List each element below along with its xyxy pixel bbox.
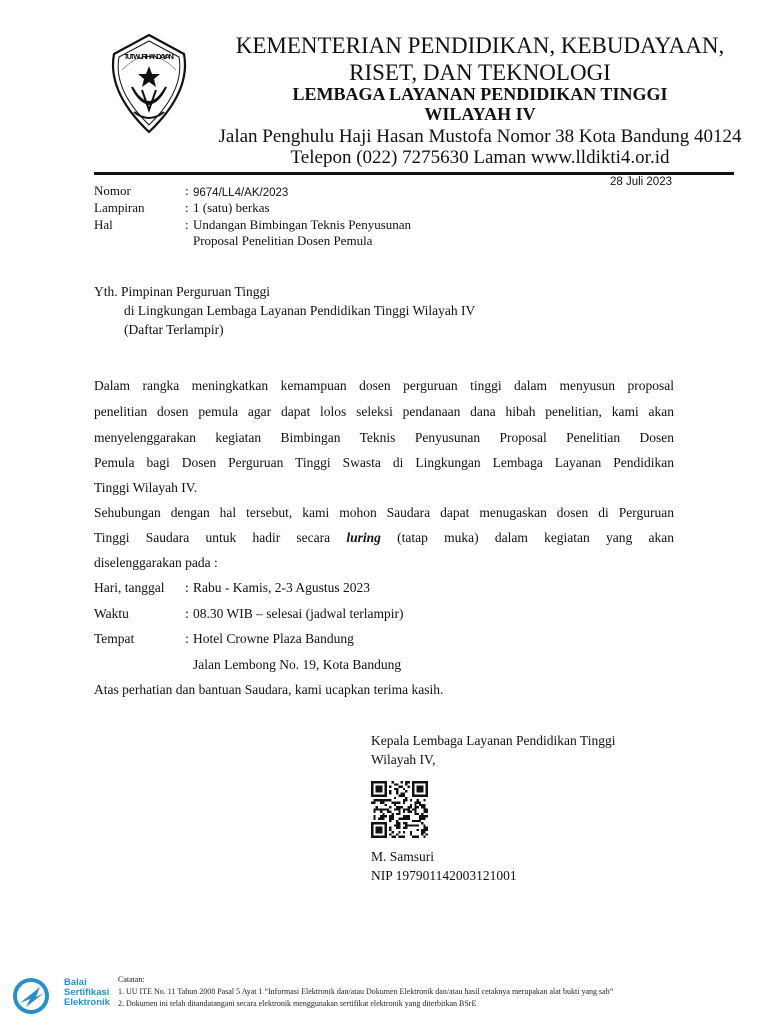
body-paragraph2-line2-start: Tinggi Saudara untuk hadir secara — [94, 530, 347, 545]
lampiran-colon: : — [185, 200, 189, 215]
signatory-title-line1: Kepala Lembaga Layanan Pendidikan Tinggi — [371, 733, 616, 748]
letterhead-divider — [94, 172, 734, 175]
agency-contact: Telepon (022) 7275630 Laman www.lldikti4.or.id — [290, 147, 670, 168]
letter-date: 28 Juli 2023 — [609, 176, 672, 188]
bsre-text-line1: Balai — [64, 977, 87, 988]
bsre-logo — [10, 975, 110, 1015]
body-paragraph2-line3: diselenggarakan pada : — [94, 555, 218, 570]
recipient-line3: (Daftar Terlampir) — [124, 322, 224, 337]
signature-qr-code — [371, 781, 428, 838]
recipient-line1: Yth. Pimpinan Perguruan Tinggi — [94, 284, 271, 299]
hari-tanggal-colon: : — [185, 580, 189, 595]
footer-note-heading: Catatan: — [118, 975, 145, 984]
waktu-label: Waktu — [94, 606, 129, 621]
hal-value-line1: Undangan Bimbingan Teknis Penyusunan — [193, 217, 412, 232]
body-paragraph1-line4: Pemula bagi Dosen Perguruan Tinggi Swasta di Lingkungan Lembaga Layanan Pendidikan — [94, 455, 674, 470]
lampiran-value: 1 (satu) berkas — [193, 200, 270, 215]
body-paragraph2-line2-end: (tatap muka) dalam kegiatan yang akan — [380, 530, 674, 545]
hari-tanggal-label: Hari, tanggal — [94, 580, 165, 595]
body-paragraph1-line5: Tinggi Wilayah IV. — [94, 480, 198, 495]
hal-colon: : — [185, 217, 189, 232]
footer-note-2: 2. Dokumen ini telah ditandatangani secara elektronik menggunakan sertifikat elektronik yang diterbitkan BSrE — [118, 999, 477, 1008]
body-paragraph1-line1: Dalam rangka meningkatkan kemampuan dosen perguruan tinggi dalam menyusun proposal — [94, 378, 674, 393]
hari-tanggal-value: Rabu - Kamis, 2-3 Agustus 2023 — [193, 580, 370, 595]
tempat-value-line1: Hotel Crowne Plaza Bandung — [193, 631, 354, 646]
recipient-line2: di Lingkungan Lembaga Layanan Pendidikan Tinggi Wilayah IV — [124, 303, 476, 318]
agency-name-line2: WILAYAH IV — [424, 104, 536, 124]
nomor-colon: : — [185, 183, 189, 198]
ministry-name-line1: KEMENTERIAN PENDIDIKAN, KEBUDAYAAN, — [235, 33, 725, 58]
waktu-colon: : — [185, 606, 189, 621]
tut-wuri-handayani-logo — [104, 32, 194, 136]
body-paragraph2-line2 — [94, 530, 674, 546]
lampiran-label: Lampiran — [94, 200, 145, 215]
body-paragraph1-line2: penelitian dosen pemula agar dapat lolos seleksi pendanaan dana hibah penelitian, kami akan — [94, 404, 674, 419]
luring-emphasis: luring — [346, 530, 381, 545]
signatory-nip: NIP 197901142003121001 — [371, 868, 517, 883]
agency-address: Jalan Penghulu Haji Hasan Mustofa Nomor 38 Kota Bandung 40124 — [218, 126, 742, 147]
tempat-label: Tempat — [94, 631, 135, 646]
nomor-value: 9674/LL4/AK/2023 — [193, 187, 289, 199]
waktu-value: 08.30 WIB – selesai (jadwal terlampir) — [193, 606, 404, 621]
ministry-name-line2: RISET, DAN TEKNOLOGI — [349, 60, 611, 85]
body-paragraph1-line3: menyelenggarakan kegiatan Bimbingan Teknis Penyusunan Proposal Penelitian Dosen — [94, 430, 674, 445]
signatory-name: M. Samsuri — [371, 849, 435, 864]
bsre-emblem-icon — [10, 977, 52, 1015]
bsre-text-line3: Elektronik — [64, 997, 110, 1008]
tempat-colon: : — [185, 631, 189, 646]
hal-value-line2: Proposal Penelitian Dosen Pemula — [193, 233, 373, 248]
nomor-label: Nomor — [94, 183, 131, 198]
closing-sentence: Atas perhatian dan bantuan Saudara, kami ucapkan terima kasih. — [94, 682, 444, 697]
logo-motto: TUT WURI HANDAYANI — [124, 54, 174, 61]
agency-name-line1: LEMBAGA LAYANAN PENDIDIKAN TINGGI — [292, 84, 668, 104]
footer-note-1: 1. UU ITE No. 11 Tahun 2008 Pasal 5 Ayat 1 “Informasi Elektronik dan/atau Dokumen Elektronik dan/atau hasil cetaknya merupakan alat bukti yang sah” — [118, 987, 614, 996]
bsre-text-line2: Sertifikasi — [64, 987, 110, 998]
body-paragraph2-line1: Sehubungan dengan hal tersebut, kami mohon Saudara dapat menugaskan dosen di Perguruan — [94, 505, 674, 520]
hal-label: Hal — [94, 217, 113, 232]
signatory-title-line2: Wilayah IV, — [371, 752, 436, 767]
tempat-value-line2: Jalan Lembong No. 19, Kota Bandung — [193, 657, 402, 672]
